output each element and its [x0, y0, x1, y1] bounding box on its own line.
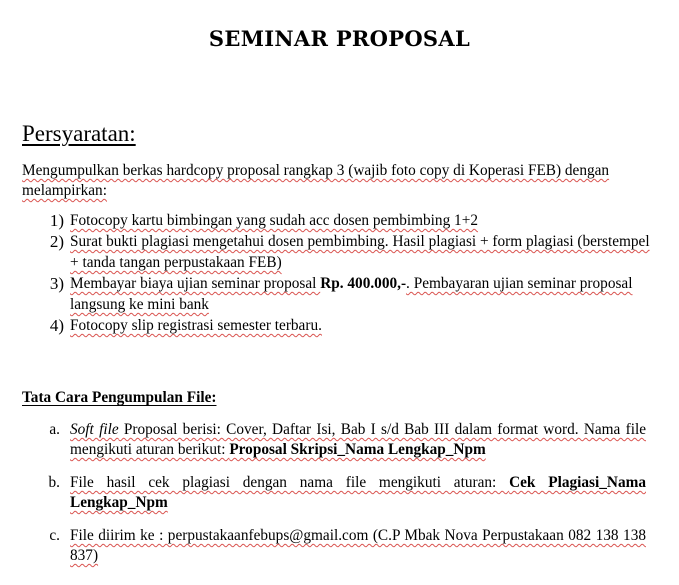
procedure-item-b: [22, 473, 646, 513]
file-naming-rule: Cek Plagiasi_Nama Lengkap_Npm: [70, 474, 646, 511]
procedure-heading: Tata Cara Pengumpulan File:: [22, 389, 217, 406]
procedure-list: [22, 420, 646, 579]
requirement-item-3: [22, 273, 652, 315]
soft-file-term: Soft file: [70, 421, 119, 438]
list-letter: b.: [48, 474, 60, 491]
requirement-text: Fotocopy slip registrasi semester terbaru.: [70, 317, 322, 334]
requirements-intro: Mengumpulkan berkas hardcopy proposal rangkap 3 (wajib foto copy di Koperasi FEB) dengan melampirkan:: [22, 162, 610, 199]
list-number: 4): [49, 316, 64, 335]
requirement-text: Surat bukti plagiasi mengetahui dosen pembimbing. Hasil plagiasi + form plagiasi (berstempel + tanda tangan perpustakaan FEB): [70, 233, 650, 271]
requirement-item-2: [22, 231, 652, 273]
requirement-item-1: [22, 210, 652, 231]
list-letter: c.: [49, 527, 60, 544]
requirements-heading: Persyaratan:: [22, 121, 136, 146]
procedure-item-c: [22, 526, 646, 566]
list-letter: a.: [49, 421, 60, 438]
document-title: SEMINAR PROPOSAL: [208, 26, 471, 51]
list-number: 3): [49, 274, 64, 293]
procedure-item-a: [22, 420, 646, 460]
requirement-text-cont: . Pembayaran ujian seminar proposal langsung ke mini bank: [70, 275, 633, 313]
procedure-text: File hasil cek plagiasi dengan nama file mengikuti aturan:: [70, 474, 510, 491]
list-number: 1): [49, 211, 64, 230]
file-naming-rule: Proposal Skripsi_Nama Lengkap_Npm: [229, 441, 486, 458]
fee-amount: Rp. 400.000,-: [320, 275, 407, 292]
requirement-text: Fotocopy kartu bimbingan yang sudah acc dosen pembimbing 1+2: [70, 212, 478, 229]
list-number: 2): [49, 232, 64, 251]
requirement-text: Membayar biaya ujian seminar proposal: [70, 275, 321, 292]
procedure-text: File diirim ke : perpustakaanfebups@gmail.com (C.P Mbak Nova Perpustakaan 082 138 138 837): [70, 527, 646, 564]
requirements-list: [22, 210, 652, 336]
procedure-text: Proposal berisi: Cover, Daftar Isi, Bab I s/d Bab III dalam format word. Nama file mengikuti aturan berikut:: [70, 421, 646, 458]
requirement-item-4: [22, 315, 652, 336]
